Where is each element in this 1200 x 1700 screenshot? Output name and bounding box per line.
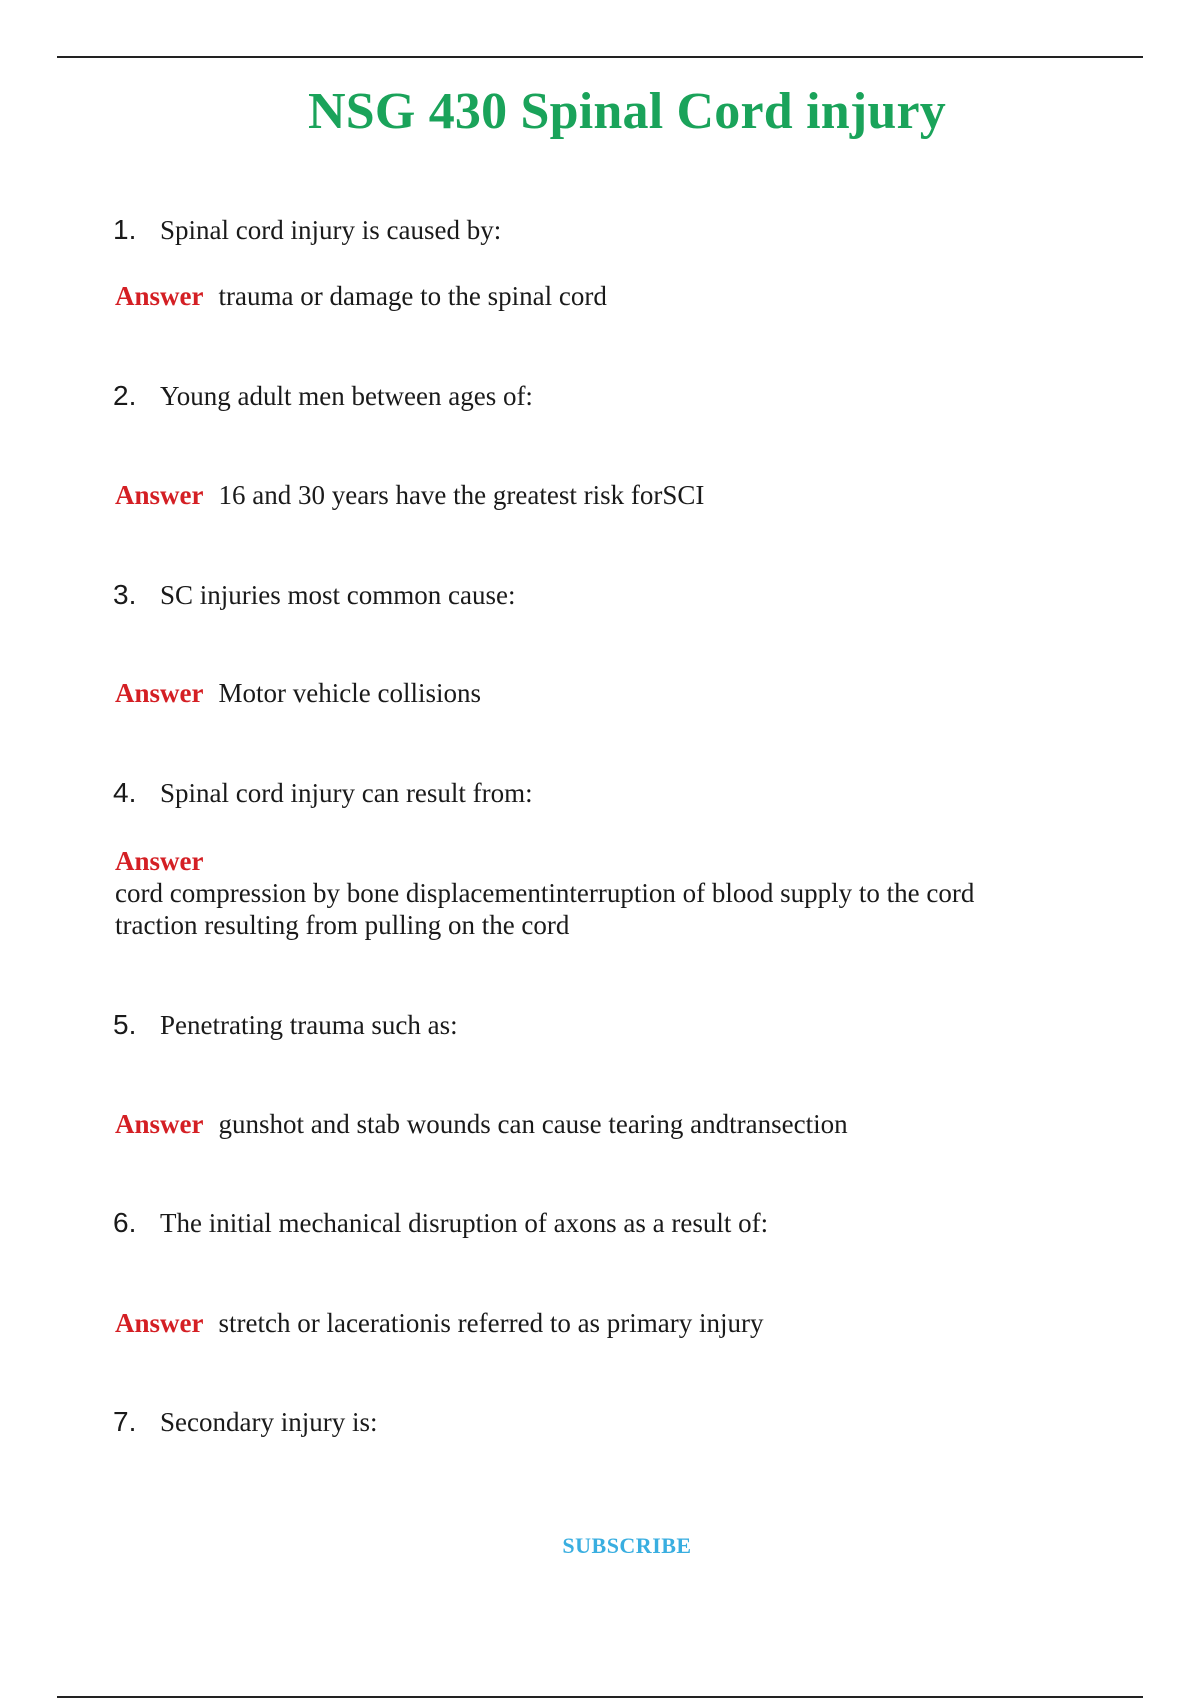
- question-text: SC injuries most common cause:: [160, 580, 516, 610]
- answer-label: Answer: [115, 1109, 204, 1139]
- question-item: [113, 579, 515, 611]
- question-item: [113, 380, 533, 412]
- answer-label: Answer: [115, 281, 204, 311]
- answer-item: [115, 845, 974, 941]
- answer-label: Answer: [115, 1308, 204, 1338]
- answer-text: trauma or damage to the spinal cord: [218, 281, 607, 311]
- answer-label: Answer: [115, 846, 204, 876]
- question-item: [113, 1406, 377, 1438]
- document-title: NSG 430 Spinal Cord injury: [307, 83, 946, 140]
- question-text: Spinal cord injury can result from:: [160, 778, 533, 808]
- answer-text-line: traction resulting from pulling on the cord: [115, 910, 570, 940]
- bottom-divider: [57, 1696, 1143, 1698]
- question-number: 3.: [113, 579, 137, 610]
- answer-label: Answer: [115, 480, 204, 510]
- answer-text: Motor vehicle collisions: [218, 678, 481, 708]
- question-text: The initial mechanical disruption of axons as a result of:: [160, 1208, 769, 1238]
- answer-text: stretch or lacerationis referred to as primary injury: [218, 1308, 764, 1338]
- question-item: [113, 1207, 768, 1239]
- question-number: 2.: [113, 380, 137, 411]
- top-divider: [57, 56, 1143, 58]
- subscribe-link[interactable]: SUBSCRIBE: [562, 1533, 692, 1558]
- question-item: [113, 777, 533, 809]
- question-number: 7.: [113, 1406, 137, 1437]
- answer-item: [115, 479, 704, 511]
- question-number: 1.: [113, 214, 137, 245]
- answer-text: 16 and 30 years have the greatest risk forSCI: [218, 480, 705, 510]
- question-text: Spinal cord injury is caused by:: [160, 215, 502, 245]
- question-text: Secondary injury is:: [160, 1407, 378, 1437]
- answer-text-line: cord compression by bone displacementinterruption of blood supply to the cord: [115, 878, 975, 908]
- question-text: Young adult men between ages of:: [160, 381, 533, 411]
- question-number: 4.: [113, 777, 137, 808]
- answer-item: [115, 677, 481, 709]
- answer-label: Answer: [115, 678, 204, 708]
- question-number: 6.: [113, 1207, 137, 1238]
- answer-text: gunshot and stab wounds can cause tearing andtransection: [218, 1109, 848, 1139]
- answer-item: [115, 280, 607, 312]
- question-number: 5.: [113, 1009, 137, 1040]
- question-item: [113, 214, 501, 246]
- answer-item: [115, 1108, 848, 1140]
- question-item: [113, 1009, 458, 1041]
- answer-item: [115, 1307, 764, 1339]
- question-text: Penetrating trauma such as:: [160, 1010, 458, 1040]
